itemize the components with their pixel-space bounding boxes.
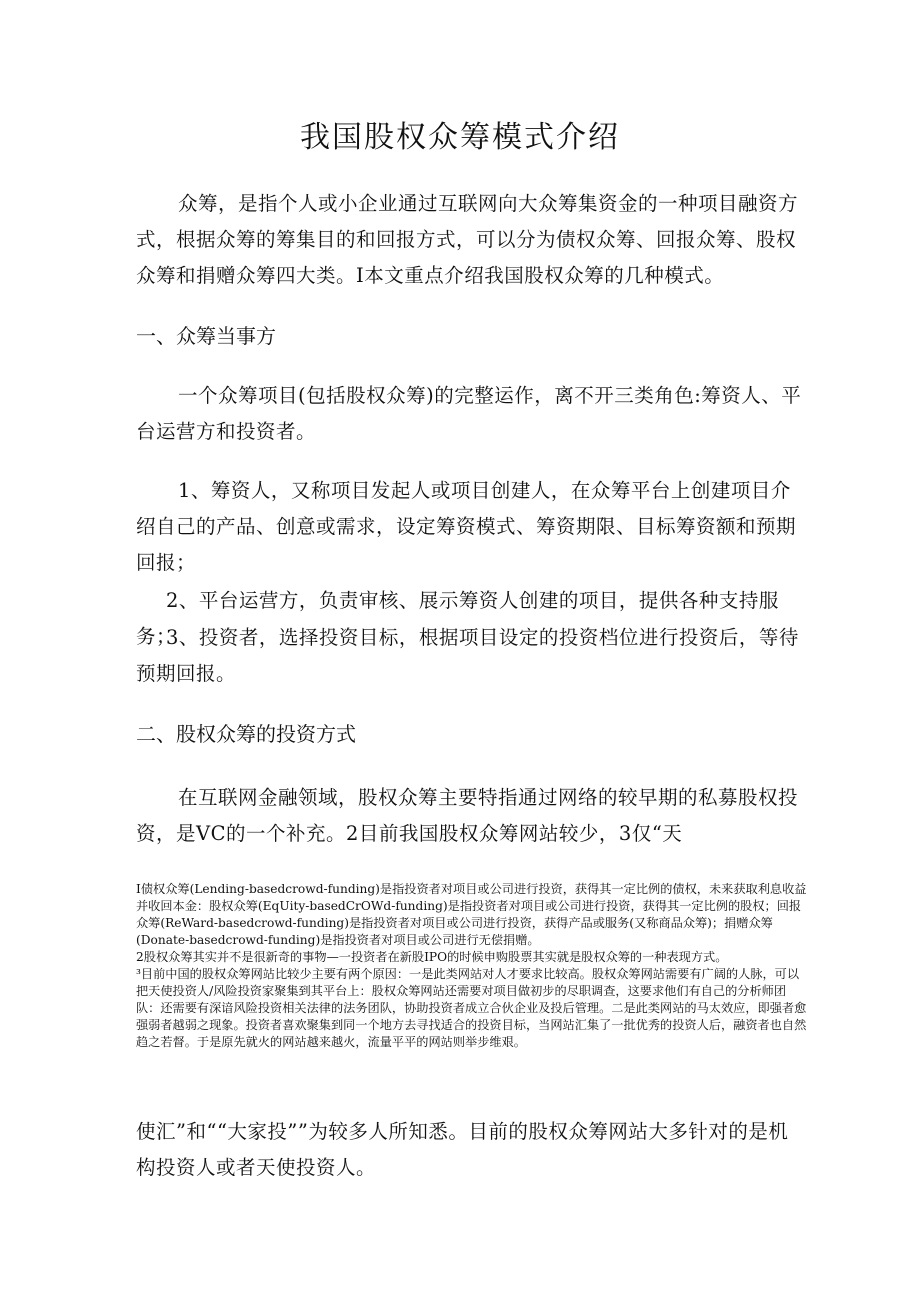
- section1-heading: 一、众筹当事方: [136, 324, 276, 348]
- intro-paragraph: 众筹，是指个人或小企业通过互联网向大众筹集资金的一种项目融资方式，根据众筹的筹集目的和回报方式，可以分为债权众筹、回报众筹、股权众筹和捐赠众筹四大类。I本文重点介绍我国股权众筹的几种模式。: [136, 192, 799, 287]
- section1-paragraph: 一个众筹项目(包括股权众筹)的完整运作，离不开三类角色:筹资人、平台运营方和投资者。: [136, 384, 802, 443]
- footnote-2: 2股权众筹其实并不是很新奇的事物—一投资者在新股IPO的时候申购股票其实就是股权众筹的一种表现方式。: [136, 950, 728, 964]
- section2-heading: 二、股权众筹的投资方式: [136, 722, 356, 746]
- role-platform-paragraph: 2、平台运营方，负责审核、展示筹资人创建的项目，提供各种支持服务；: [136, 589, 779, 648]
- document-title: 我国股权众筹模式介绍: [300, 120, 620, 155]
- role-fundraiser-paragraph: 1、筹资人，又称项目发起人或项目创建人，在众筹平台上创建项目介绍自己的产品、创意或需求，设定筹资模式、筹资期限、目标筹资额和预期回报；: [136, 479, 797, 574]
- footnote-1: I债权众筹(Lending-basedcrowd-funding)是指投资者对项目或公司进行投资，获得其一定比例的债权，未来获取利息收益并收回本金：股权众筹(EqUity-basedCrOWd-funding)是指投资者对项目或公司进行投资，获得其一定比例的股权；回报众筹(ReWard-basedcrowd-funding)是指投资者对项目或公司进行投资，获得产品或服务(又称商品众筹)；捐赠众筹(Donate-basedcrowd-funding)是指投资者对项目或公司进行无偿捐赠。: [136, 882, 807, 947]
- section2-paragraph: 在互联网金融领域，股权众筹主要特指通过网络的较早期的私募股权投资，是VC的一个补充。2目前我国股权众筹网站较少，3仅“天: [136, 786, 799, 845]
- continuation-paragraph: 使汇”和““大家投””为较多人所知悉。目前的股权众筹网站大多针对的是机构投资人或者天使投资人。: [136, 1120, 789, 1179]
- role-investor-paragraph: 3、投资者，选择投资目标，根据项目设定的投资档位进行投资后，等待预期回报。: [136, 626, 799, 685]
- footnotes: [136, 881, 810, 1051]
- footnote-3: ³目前中国的股权众筹网站比较少主要有两个原因：一是此类网站对人才要求比较高。股权众筹网站需要有广阔的人脉，可以把天使投资人/风险投资家聚集到其平台上：股权众筹网站还需要对项目做初步的尽职调查，这要求他们有自己的分析师团队：还需要有深谙风险投资相关法律的法务团队，协助投资者成立合伙企业及投后管理。二是此类网站的马太效应，即强者愈强弱者越弱之现象。投资者喜欢聚集到同一个地方去寻找适合的投资目标，当网站汇集了一批优秀的投资人后，融资者也自然趋之若督。于是原先就火的网站越来越火，流量平平的网站则举步维艰。: [136, 967, 807, 1049]
